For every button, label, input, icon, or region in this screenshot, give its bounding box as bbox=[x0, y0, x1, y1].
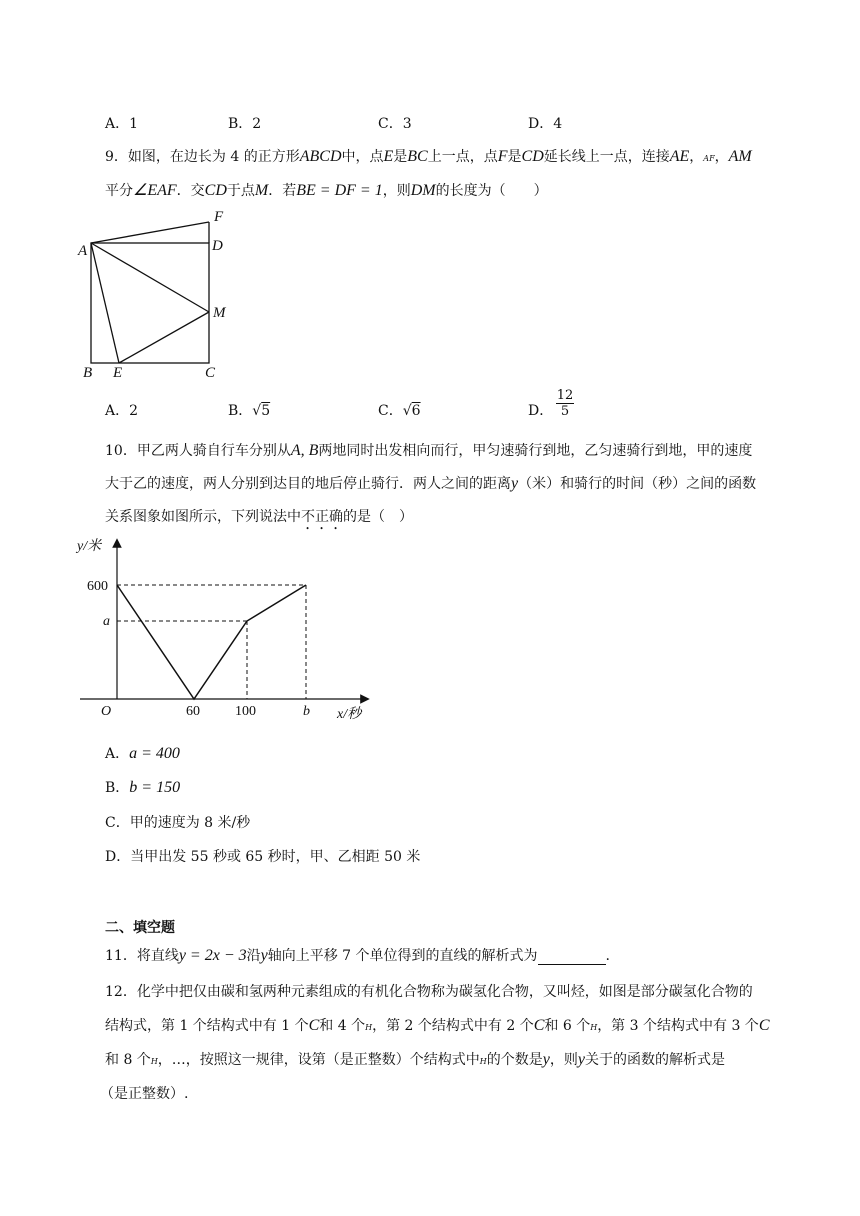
q9-option-c: C．√6 bbox=[378, 403, 421, 419]
q9-option-b: B．√5 bbox=[228, 403, 271, 419]
tick-600: 600 bbox=[87, 579, 108, 594]
segment-em bbox=[119, 312, 209, 363]
distance-line bbox=[117, 585, 306, 699]
q10-option-c: C．甲的速度为 8 米/秒 bbox=[105, 815, 251, 831]
tick-a: a bbox=[103, 614, 110, 629]
q8-option-b: B．2 bbox=[228, 116, 262, 132]
segment-af bbox=[91, 222, 209, 243]
q8-option-a: A．1 bbox=[105, 116, 139, 132]
q10-option-b: B．b = 150 bbox=[105, 779, 181, 796]
q8-option-c: C．3 bbox=[378, 116, 412, 132]
section-title-fill-blank: 二、填空题 bbox=[105, 920, 175, 936]
tick-60: 60 bbox=[186, 704, 200, 719]
tick-100: 100 bbox=[235, 704, 256, 719]
q11-line: 11．将直线y = 2x − 3沿y轴向上平移 7 个单位得到的直线的解析式为 . bbox=[105, 947, 610, 964]
label-m: M bbox=[213, 305, 226, 321]
q9-option-a: A．2 bbox=[105, 403, 139, 419]
label-b: B bbox=[83, 365, 93, 380]
q12-line-3: 和 8 个H，…，按照这一规律，设第（是正整数）个结构式中H的个数是y，则y关于的函数的解析式是 bbox=[105, 1051, 725, 1068]
q11-answer-blank bbox=[538, 950, 606, 965]
label-d: D bbox=[212, 238, 223, 254]
q10-line-2: 大于乙的速度，两人分别到达目的地后停止骑行．两人之间的距离y（米）和骑行的时间（秒）之间的函数 bbox=[105, 475, 757, 492]
q12-line-1: 12．化学中把仅由碳和氢两种元素组成的有机化合物称为碳氢化合物，又叫烃，如图是部分碳氢化合物的 bbox=[105, 984, 753, 1000]
q9-option-d-fraction: 12 5 bbox=[556, 388, 574, 419]
segment-ae bbox=[91, 243, 119, 363]
q9-line-1: 9．如图，在边长为 4 的正方形ABCD中，点E是BC上一点，点F是CD延长线上一点，连接AE，AF，AM bbox=[105, 148, 752, 165]
label-f: F bbox=[214, 209, 224, 225]
q10-option-a: A．a = 400 bbox=[105, 745, 180, 762]
q10-line-1: 10．甲乙两人骑自行车分别从A, B两地同时出发相向而行，甲匀速骑行到地，乙匀速骑行到地，甲的速度 bbox=[105, 442, 753, 459]
segment-am bbox=[91, 243, 209, 312]
q9-option-d: D． bbox=[528, 403, 554, 419]
q9-line-2: 平分∠EAF．交CD于点M．若BE = DF = 1，则DM的长度为（ ） bbox=[105, 182, 548, 199]
label-a: A bbox=[78, 243, 88, 259]
q8-option-d: D．4 bbox=[528, 116, 563, 132]
q10-graph bbox=[75, 535, 375, 725]
sqrt-icon: √ bbox=[402, 403, 412, 419]
tick-b: b bbox=[303, 704, 310, 719]
label-e: E bbox=[113, 365, 123, 380]
x-axis-label: x/秒 bbox=[337, 707, 362, 722]
q9-square-figure bbox=[75, 205, 245, 380]
label-c: C bbox=[205, 365, 216, 380]
q12-line-2: 结构式，第 1 个结构式中有 1 个C和 4 个H，第 2 个结构式中有 2 个C和 6 个H，第 3 个结构式中有 3 个C bbox=[105, 1017, 770, 1034]
q10-line-3: 关系图象如图所示，下列说法中不正确的是（ ） bbox=[105, 509, 413, 525]
y-axis-label: y/米 bbox=[77, 539, 102, 554]
q10-option-d: D．当甲出发 55 秒或 65 秒时，甲、乙相距 50 米 bbox=[105, 849, 421, 865]
sqrt-icon: √ bbox=[252, 403, 262, 419]
origin-label: O bbox=[101, 704, 112, 719]
q12-line-4: （是正整数）. bbox=[100, 1086, 189, 1102]
